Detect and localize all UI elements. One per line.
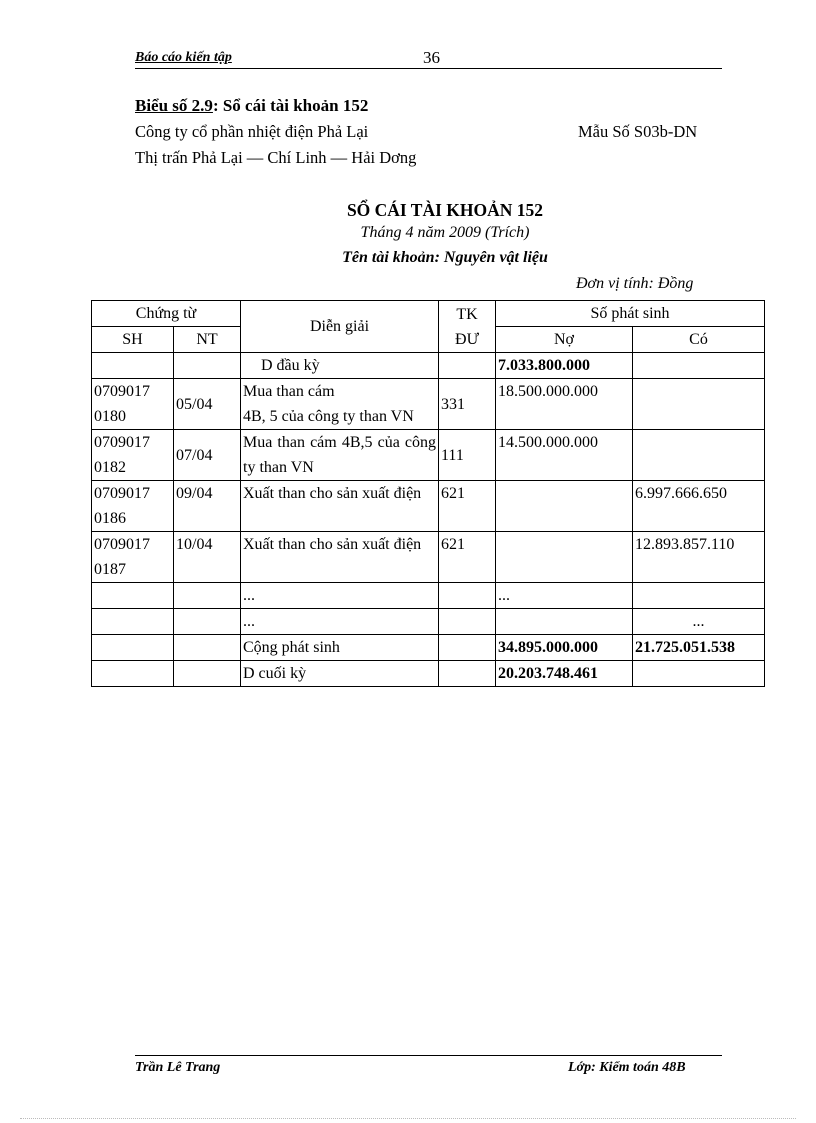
credit-amount bbox=[633, 430, 765, 481]
header-sh: SH bbox=[92, 327, 174, 353]
ellipsis-description: ... bbox=[241, 583, 439, 609]
ledger-period: Tháng 4 năm 2009 (Trích) bbox=[360, 224, 530, 241]
voucher-number bbox=[92, 481, 174, 532]
table-row bbox=[92, 481, 765, 532]
header-tk bbox=[439, 301, 496, 353]
voucher-number-line2: 0182 bbox=[94, 459, 126, 476]
header-description: Diễn giải bbox=[241, 301, 439, 353]
header-report-title: Báo cáo kiến tập bbox=[135, 50, 232, 65]
header-amount: Số phát sinh bbox=[496, 301, 765, 327]
caption-label: Biểu số 2.9 bbox=[135, 96, 213, 115]
table-header-row bbox=[92, 301, 765, 327]
voucher-date: 07/04 bbox=[174, 430, 241, 481]
total-description: Cộng phát sinh bbox=[241, 635, 439, 661]
opening-balance-row bbox=[92, 353, 765, 379]
table-row bbox=[92, 379, 765, 430]
caption-text: : Sổ cái tài khoản 152 bbox=[212, 96, 369, 115]
voucher-number-line2: 0186 bbox=[94, 510, 126, 527]
header-debit: Nợ bbox=[496, 327, 633, 353]
header-voucher: Chứng từ bbox=[92, 301, 241, 327]
page-header bbox=[135, 48, 722, 69]
voucher-number bbox=[92, 379, 174, 430]
ledger-title: SỔ CÁI TÀI KHOẢN 152 bbox=[346, 200, 544, 220]
voucher-number-line2: 0187 bbox=[94, 561, 126, 578]
company-address: Thị trấn Phả Lại — Chí Linh — Hải Dơng bbox=[135, 148, 417, 167]
debit-amount bbox=[496, 481, 633, 532]
debit-amount: 14.500.000.000 bbox=[496, 430, 633, 481]
voucher-number bbox=[92, 430, 174, 481]
footer-class: Lớp: Kiểm toán 48B bbox=[568, 1060, 686, 1075]
row-description-line1: Mua than cám bbox=[243, 383, 335, 400]
caption bbox=[135, 96, 368, 116]
table-row bbox=[92, 532, 765, 583]
voucher-number-line1: 0709017 bbox=[94, 536, 150, 553]
ledger-table bbox=[91, 300, 765, 687]
credit-amount: 6.997.666.650 bbox=[633, 481, 765, 532]
row-description: Xuất than cho sản xuất điện bbox=[241, 481, 439, 532]
voucher-number bbox=[92, 532, 174, 583]
page-number: 36 bbox=[423, 48, 440, 67]
voucher-date: 09/04 bbox=[174, 481, 241, 532]
total-debit: 34.895.000.000 bbox=[496, 635, 633, 661]
voucher-number-line1: 0709017 bbox=[94, 383, 150, 400]
voucher-number-line2: 0180 bbox=[94, 408, 126, 425]
ellipsis-row bbox=[92, 583, 765, 609]
account-name: Tên tài khoản: Nguyên vật liệu bbox=[342, 249, 548, 266]
row-description-line2: 4B, 5 của công ty than VN bbox=[243, 408, 414, 425]
total-credit: 21.725.051.538 bbox=[633, 635, 765, 661]
ellipsis-credit: ... bbox=[633, 609, 765, 635]
closing-balance-row bbox=[92, 661, 765, 687]
form-code: Mẫu Số S03b-DN bbox=[578, 122, 698, 141]
row-description bbox=[241, 379, 439, 430]
contra-account: 621 bbox=[439, 481, 496, 532]
footer-author: Trần Lê Trang bbox=[135, 1060, 221, 1075]
contra-account: 621 bbox=[439, 532, 496, 583]
row-description: Mua than cám 4B,5 của công ty than VN bbox=[241, 430, 439, 481]
total-row bbox=[92, 635, 765, 661]
header-credit: Có bbox=[633, 327, 765, 353]
row-description: Xuất than cho sản xuất điện bbox=[241, 532, 439, 583]
contra-account: 111 bbox=[439, 430, 496, 481]
voucher-number-line1: 0709017 bbox=[94, 434, 150, 451]
opening-debit: 7.033.800.000 bbox=[496, 353, 633, 379]
voucher-date: 05/04 bbox=[174, 379, 241, 430]
voucher-number-line1: 0709017 bbox=[94, 485, 150, 502]
debit-amount: 18.500.000.000 bbox=[496, 379, 633, 430]
header-nt: NT bbox=[174, 327, 241, 353]
currency-unit: Đơn vị tính: Đồng bbox=[576, 275, 694, 292]
opening-description: D đầu kỳ bbox=[241, 353, 439, 379]
table-row bbox=[92, 430, 765, 481]
ellipsis-row bbox=[92, 609, 765, 635]
ellipsis-debit: ... bbox=[496, 583, 633, 609]
voucher-date: 10/04 bbox=[174, 532, 241, 583]
header-tk-line1: TK bbox=[456, 305, 478, 323]
credit-amount bbox=[633, 379, 765, 430]
closing-description: D cuối kỳ bbox=[241, 661, 439, 687]
header-tk-line2: ĐƯ bbox=[455, 330, 479, 348]
ellipsis-description: ... bbox=[241, 609, 439, 635]
page-edge bbox=[20, 1118, 796, 1119]
company-name: Công ty cổ phần nhiệt điện Phả Lại bbox=[135, 122, 369, 141]
debit-amount bbox=[496, 532, 633, 583]
credit-amount: 12.893.857.110 bbox=[633, 532, 765, 583]
footer-rule bbox=[135, 1055, 722, 1056]
closing-debit: 20.203.748.461 bbox=[496, 661, 633, 687]
contra-account: 331 bbox=[439, 379, 496, 430]
